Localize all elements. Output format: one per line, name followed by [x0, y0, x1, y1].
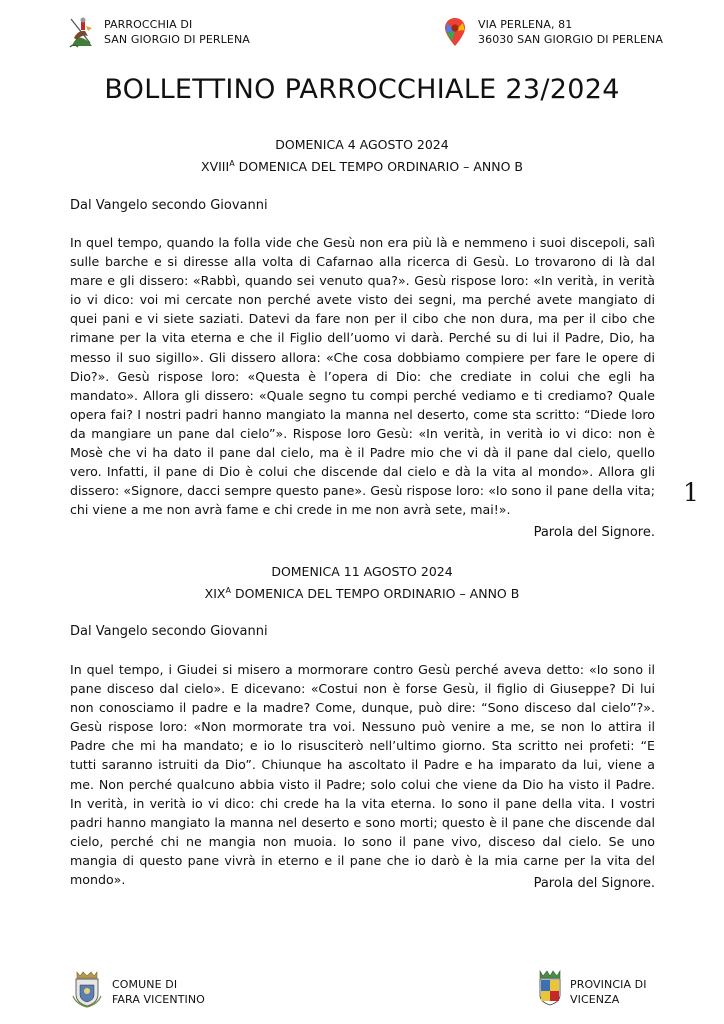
st-george-logo-icon — [68, 16, 96, 50]
address-line-2: 36030 SAN GIORGIO DI PERLENA — [478, 33, 663, 46]
province-crest-icon — [537, 968, 563, 1006]
parish-line-1: PARROCCHIA DI — [104, 18, 193, 31]
bulletin-title: BOLLETTINO PARROCCHIALE 23/2024 — [104, 74, 620, 105]
provincia-line-2: VICENZA — [570, 993, 620, 1006]
parish-line-2: SAN GIORGIO DI PERLENA — [104, 33, 250, 46]
reading-2-closing: Parola del Signore. — [533, 876, 655, 891]
comune-line-2: FARA VICENTINO — [112, 993, 205, 1006]
reading-2-intro: Dal Vangelo secondo Giovanni — [70, 624, 268, 639]
map-pin-icon — [444, 17, 466, 47]
address-line-1: VIA PERLENA, 81 — [478, 18, 573, 31]
page-number: 1 — [683, 478, 699, 507]
reading-2-week: $XIX^A$ DOMENICA DEL TEMPO ORDINARIO – ANNO B — [204, 586, 520, 602]
comune-name — [112, 977, 205, 1007]
reading-1-date: DOMENICA 4 AGOSTO 2024 — [275, 137, 449, 152]
provincia-line-1: PROVINCIA DI — [570, 978, 647, 991]
reading-2-heading — [0, 562, 724, 603]
reading-1-closing: Parola del Signore. — [533, 525, 655, 540]
reading-2-date: DOMENICA 11 AGOSTO 2024 — [271, 564, 453, 579]
reading-1-text: In quel tempo, quando la folla vide che Gesù non era più là e nemmeno i suoi discepoli, salì sulle barche e si diresse alla volta di Cafarnao alla ricerca di Gesù. Lo trovarono di là dal mare e gli dissero: «Rabbì, quando sei venuto qua?». Gesù rispose loro: «In verità, in verità io vi dico: voi mi cercate non perché avete visto dei segni, ma perché avete mangiato di quei pani e vi siete saziati. Datevi da fare non per il cibo che non dura, ma per il cibo che rimane per la vita eterna e che il Figlio dell’uomo vi darà. Perché su di lui il Padre, Dio, ha messo il suo sigillo». Gli dissero allora: «Che cosa dobbiamo compiere per fare le opere di Dio?». Gesù rispose loro: «Questa è l’opera di Dio: che crediate in colui che egli ha mandato». Allora gli dissero: «Quale segno tu compi perché vediamo e ti crediamo? Quale opera fai? I nostri padri hanno mangiato la manna nel deserto, come sta scritto: “Diede loro da mangiare un pane dal cielo”». Rispose loro Gesù: «In verità, in verità io vi dico: non è Mosè che vi ha dato il pane dal cielo, ma è il Padre mio che vi dà il pane dal cielo, quello vero. Infatti, il pane di Dio è colui che discende dal cielo e dà la vita al mondo». Allora gli dissero: «Signore, dacci sempre questo pane». Gesù rispose loro: «Io sono il pane della vita; chi viene a me non avrà fame e chi crede in me non avrà sete, mai!». — [70, 235, 655, 518]
provincia-name — [570, 977, 647, 1007]
reading-2-text: In quel tempo, i Giudei si misero a mormorare contro Gesù perché aveva detto: «Io sono il pane disceso dal cielo». E dicevano: «Costui non è forse Gesù, il figlio di Giuseppe? Di lui non conosciamo il padre e la madre? Come, dunque, può dire: “Sono disceso dal cielo”?». Gesù rispose loro: «Non mormorate tra voi. Nessuno può venire a me, se non lo attira il Padre che mi ha mandato; e io lo risusciterò nell’ultimo giorno. Sta scritto nei profeti: “E tutti saranno istruiti da Dio”. Chiunque ha ascoltato il Padre e ha imparato da lui, viene a me. Non perché qualcuno abbia visto il Padre; solo colui che viene da Dio ha visto il Padre. In verità, in verità io vi dico: chi crede ha la vita eterna. Io sono il pane della vita. I vostri padri hanno mangiato la manna nel deserto e sono morti; questo è il pane che discende dal cielo, perché chi ne mangia non muoia. Io sono il pane vivo, disceso dal cielo. Se uno mangia di questo pane vivrà in eterno e il pane che io darò è la mia carne per la vita del mondo». — [70, 662, 655, 888]
reading-1-intro: Dal Vangelo secondo Giovanni — [70, 198, 268, 213]
reading-1-heading — [0, 135, 724, 176]
comune-line-1: COMUNE DI — [112, 978, 178, 991]
municipal-crest-icon — [72, 970, 102, 1008]
parish-address — [478, 17, 663, 47]
parish-name — [104, 17, 250, 47]
reading-1-week: $XVIII^A$ DOMENICA DEL TEMPO ORDINARIO – ANNO B — [201, 159, 523, 175]
